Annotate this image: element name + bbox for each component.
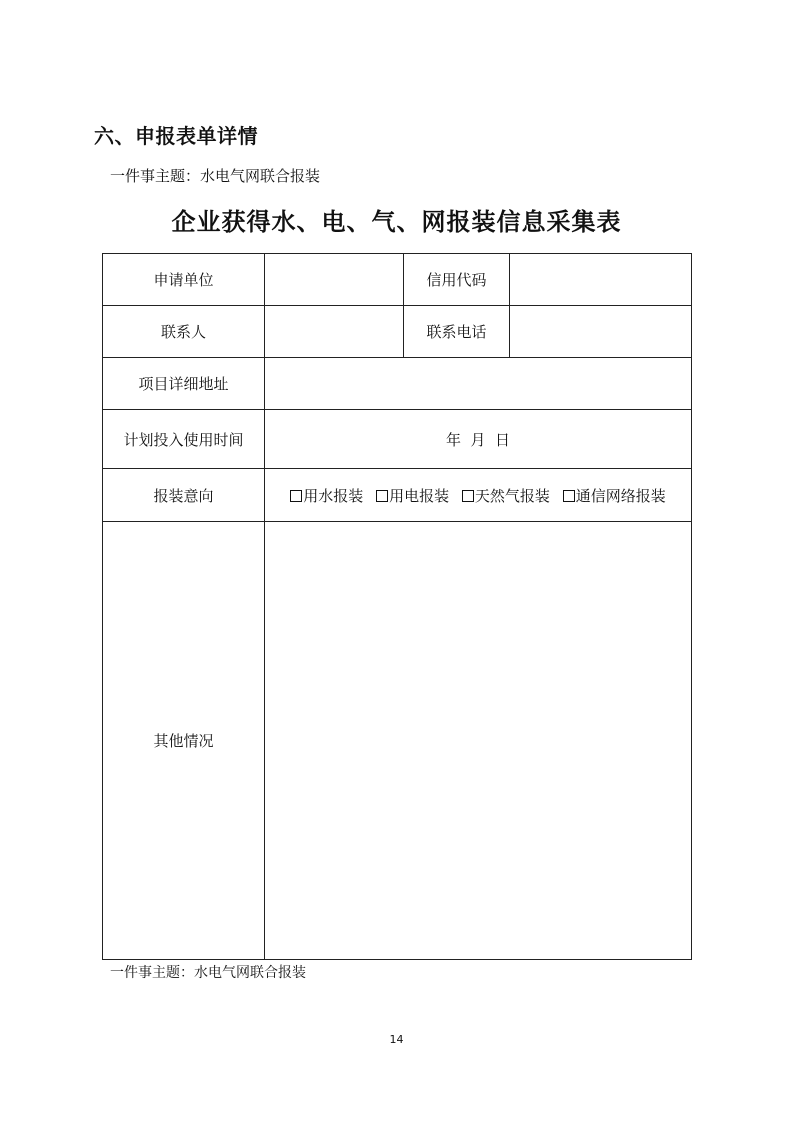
- form-row-contact: [103, 306, 692, 358]
- intent-option-label: 天然气报装: [474, 486, 550, 505]
- application-form-table: [102, 253, 692, 960]
- checkbox-icon[interactable]: [376, 490, 388, 502]
- intent-option-power[interactable]: [376, 485, 449, 506]
- form-row-applicant: [103, 254, 692, 306]
- form-title: 企业获得水、电、气、网报装信息采集表: [171, 207, 622, 236]
- section-title: 六、申报表单详情: [94, 124, 258, 148]
- intent-option-label: 用水报装: [303, 486, 364, 505]
- contact-label: 联系人: [103, 306, 265, 358]
- intent-option-network[interactable]: [563, 485, 666, 506]
- intent-option-label: 通信网络报装: [575, 486, 666, 505]
- checkbox-icon[interactable]: [462, 490, 474, 502]
- subject-line-top: 一件事主题：水电气网联合报装: [110, 167, 321, 185]
- form-row-other: [103, 522, 692, 960]
- other-label: 其他情况: [103, 522, 265, 960]
- other-field[interactable]: [265, 522, 692, 960]
- intent-option-gas[interactable]: [462, 485, 550, 506]
- credit-code-label: 信用代码: [404, 254, 510, 306]
- intent-option-water[interactable]: [290, 485, 363, 506]
- use-time-label: 计划投入使用时间: [103, 410, 265, 469]
- intent-label: 报装意向: [103, 469, 265, 522]
- applicant-field[interactable]: [265, 254, 404, 306]
- credit-code-field[interactable]: [510, 254, 692, 306]
- contact-field[interactable]: [265, 306, 404, 358]
- phone-field[interactable]: [510, 306, 692, 358]
- checkbox-icon[interactable]: [563, 490, 575, 502]
- applicant-label: 申请单位: [103, 254, 265, 306]
- intent-option-label: 用电报装: [389, 486, 450, 505]
- address-label: 项目详细地址: [103, 358, 265, 410]
- checkbox-icon[interactable]: [290, 490, 302, 502]
- phone-label: 联系电话: [404, 306, 510, 358]
- address-field[interactable]: [265, 358, 692, 410]
- subject-line-bottom: 一件事主题：水电气网联合报装: [110, 965, 306, 981]
- form-row-use-time: [103, 410, 692, 469]
- form-row-intent: [103, 469, 692, 522]
- form-row-address: [103, 358, 692, 410]
- intent-options: [265, 469, 692, 522]
- page-number: 14: [389, 1033, 404, 1046]
- use-time-field[interactable]: 年 月 日: [265, 410, 692, 469]
